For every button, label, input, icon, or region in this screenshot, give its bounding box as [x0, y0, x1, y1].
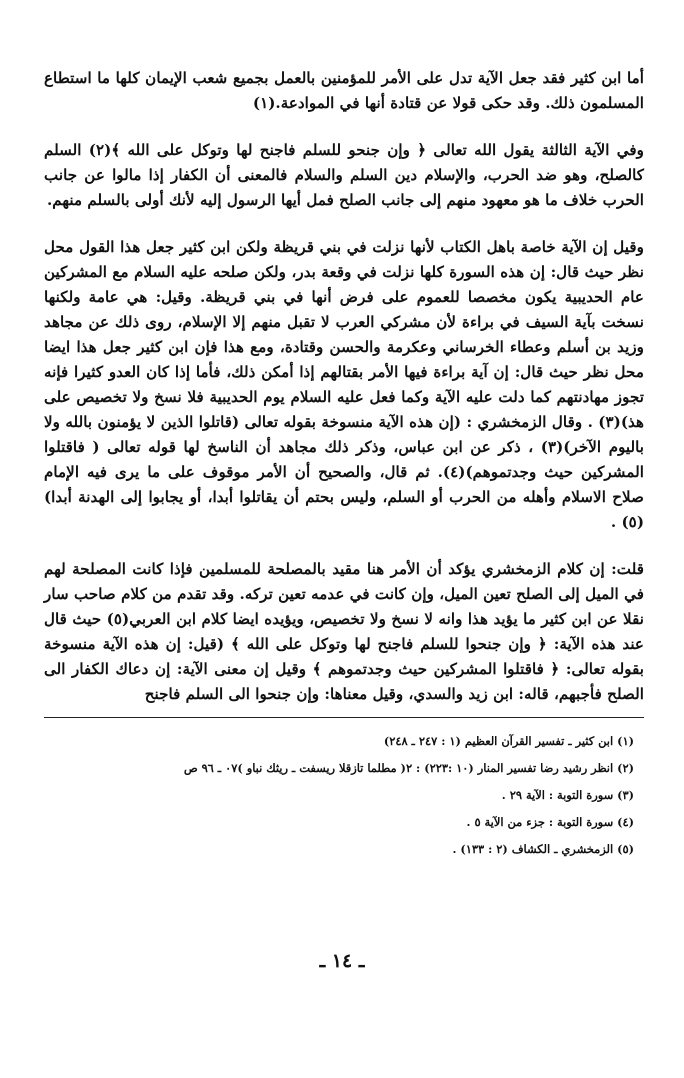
paragraph-third-verse: وفي الآية الثالثة يقول الله تعالى ﴿ وإن جنحو للسلم فاجنح لها وتوكل على الله ﴾(٢) السلم كالصلح، وهو ضد الحرب، والإسلام دين السلم والسلام فالمعنى أن الكفار إذا مالوا عن جانب الحرب خلاف ما هو معهود منهم إلى جانب الصلح فمل أيها الرسول إليه لأنك أولى بالسلم منهم. [44, 141, 644, 209]
paragraph-author-comment: قلت: إن كلام الزمخشري يؤكد أن الأمر هنا مقيد بالمصلحة للمسلمين فإذا كانت المصلحة لهم في الميل إلى الصلح تعين الميل، وإن كانت في عدمه تعين تركه. وقد تقدم من كلام صاحب سار نقلا عن ابن كثير ما يؤيد هذا وانه لا نسخ ولا تخصيص، ويؤيده ايضا كلام ابن العربي(٥) حيث قال عند هذه الآية: ﴿ وإن جنحوا للسلم فاجنح لها وتوكل على الله ﴾ (قيل: إن هذه الآية منسوخة بقوله تعالى: ﴿ فاقتلوا المشركين حيث وجدتموهم ﴾ وقيل إن معنى الآية: إن دعاك الكفار الى الصلح فأجبهم، قاله: ابن زيد والسدي، وقيل معناها: وإن جنحوا الى السلم فاجنح [44, 560, 644, 703]
page-number: ـ ١٤ ـ [319, 950, 365, 972]
body-text [44, 66, 644, 707]
footnotes [44, 728, 644, 863]
footnote-3: (٣) سورة التوبة : الآية ٢٩ . [501, 788, 634, 802]
footnote-2: (٢) انظر رشيد رضا تفسير المنار (١٠ :٢٢٣) : ٢( مطلما تازقلا ريسفت ـ ريثك نباو )٠٧ ـ ٩٦ ص [183, 761, 634, 775]
paragraph-bani-qurayza: وقيل إن الآية خاصة باهل الكتاب لأنها نزلت في بني قريظة ولكن ابن كثير جعل هذا القول محل نظر حيث قال: إن هذه السورة كلها نزلت في وقعة بدر، ولكن صلحه عليه السلام مع المشركين عام الحديبية يكون مخصصا للعموم على فرض أنها في بني قريظة. وقيل: هي عامة ولكنها نسخت بآية السيف في براءة لأن مشركي العرب لا تقبل منهم إلا الإسلام، روى ذلك عن مجاهد وزيد بن أسلم وعطاء الخرساني وعكرمة والحسن وقتادة، ومع هذا فإن ابن كثير جعل هذا ايضا محل نظر حيث قال: إن آية براءة فيها الأمر بقتالهم إذا أمكن ذلك، فأما إذا كان العدو كثيرا فإنه تجوز مهادنتهم كما دلت عليه الآية وكما فعل عليه السلام يوم الحديبية فلا نسخ ولا تخصيص على هذ)(٣) . وقال الزمخشري : (إن هذه الآية منسوخة بقوله تعالى (قاتلوا الذين لا يؤمنون بالله ولا باليوم الآخر)(٣) ، ذكر عن ابن عباس، وذكر ذلك مجاهد أن الناسخ لها قوله تعالى ( فاقتلوا المشركين حيث وجدتموهم)(٤). ثم قال، والصحيح أن الأمر موقوف على ما يرى فيه الإمام صلاح الاسلام وأهله من الحرب أو السلم، وليس بحتم أن يقاتلوا أبدا، أو يجابوا إلى الهدنة أبدا)(٥) . [44, 238, 645, 531]
footnote-4: (٤) سورة التوبة : جزء من الآية ٥ . [466, 815, 634, 829]
footnote-divider [44, 717, 644, 718]
paragraph-ibn-kathir-intro: أما ابن كثير فقد جعل الآية تدل على الأمر للمؤمنين بالعمل بجميع شعب الإيمان كلها ما استطاع المسلمون ذلك. وقد حكى قولا عن قتادة أنها في الموادعة.(١) [44, 69, 644, 112]
footnote-1: (١) ابن كثير ـ تفسير القرآن العظيم (١ : ٢٤٧ ـ ٢٤٨) [383, 734, 634, 748]
footnote-5: (٥) الزمخشري ـ الكشاف (٢ : ١٣٣) . [452, 842, 634, 856]
